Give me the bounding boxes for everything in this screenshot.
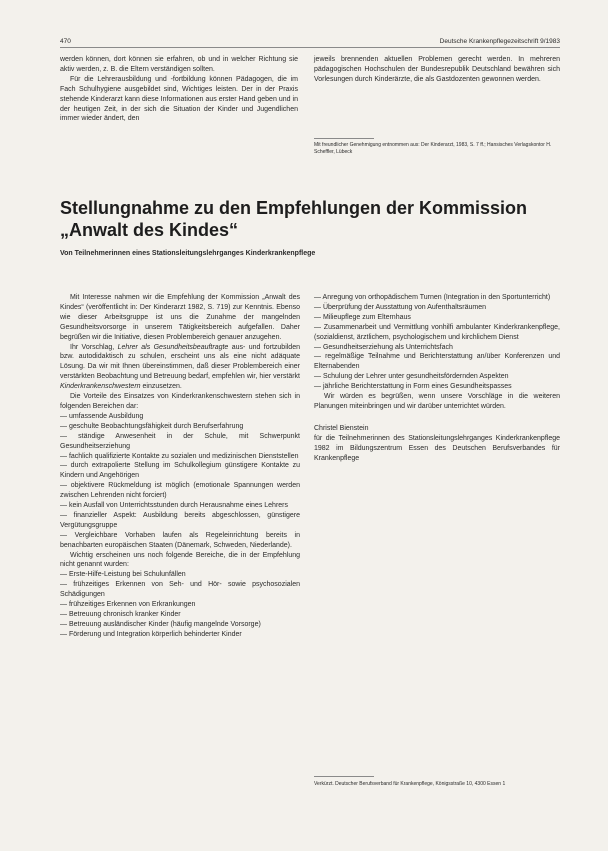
paragraph: Wichtig erscheinen uns noch folgende Bereiche, die in der Empfehlung nicht genannt wurden: — [60, 551, 300, 569]
list-item: — frühzeitiges Erkennen von Erkrankungen — [60, 601, 196, 609]
list-item: — Erste-Hilfe-Leistung bei Schulunfällen — [60, 571, 186, 579]
paragraph-text: aus- und fortzubilden bzw. autodidaktisch zu schulen, erscheint uns als eine nicht adäquate Lösung. Da wir mit Ihnen übereinstimmen, daß dieser Problembereich einer verstärkten Beobachtung und Betreuung bedarf, empfehlen wir, hier verstärkt — [60, 343, 300, 381]
list-item: — umfassende Ausbildung — [60, 412, 144, 420]
list-item: — kein Ausfall von Unterrichtsstunden durch Herausnahme eines Lehrers — [60, 502, 289, 510]
list-item: — Vergleichbare Vorhaben laufen als Regeleinrichtung bereits in benachbarten europäischen Staaten (Dänemark, Schweden, Niederlande). — [60, 531, 300, 549]
paragraph: jeweils brennenden aktuellen Problemen gerecht werden. In mehreren pädagogischen Hochschulen der Bundesrepublik Deutschland bewähren sich Vorlesungen durch Kinderärzte, die als Gastdozenten gewonnen werden. — [314, 56, 560, 83]
signer-affiliation: für die Teilnehmerinnen des Stationsleitungslehrganges Kinderkrankenpflege 1982 im Bildungszentrum Essen des Deutschen Berufsverbandes für Krankenpflege — [314, 434, 560, 462]
paragraph: Mit Interesse nahmen wir die Empfehlung der Kommission „Anwalt des Kindes“ (veröffentlicht in: Der Kinderarzt 1982, S. 719) zur Kenntnis. Ebenso wie dieser Arbeitsgruppe ist uns die Zunahme der mangelnden Gesundheitsvorsorge in unserem Tätigkeitsbereich aufgefallen. Daher begrüßen wir die Initiative, diesen Problembereich genauer anzugehen. — [60, 294, 300, 341]
emphasis-text: Kinderkrankenschwestern — [60, 383, 141, 391]
article-title-line: „Anwalt des Kindes“ — [60, 220, 239, 240]
list-item: — Milieupflege zum Elternhaus — [314, 313, 411, 321]
signer-name: Christel Bienstein — [314, 424, 369, 432]
body-right-column — [314, 293, 560, 464]
list-item: — Schulung der Lehrer unter gesundheitsfördernden Aspekten — [314, 373, 509, 381]
body-left-column — [60, 293, 300, 640]
list-item: — fachlich qualifizierte Kontakte zu sozialen und medizinischen Dienststellen — [60, 452, 299, 460]
emphasis-text: Lehrer als Gesundheitsbeauftragte — [117, 343, 229, 351]
paragraph-text: Ihr Vorschlag, — [70, 343, 118, 351]
footnote-rule — [314, 776, 374, 777]
list-item: — Betreuung ausländischer Kinder (häufig mangelnde Vorsorge) — [60, 620, 261, 628]
article-title-line: Stellungnahme zu den Empfehlungen der Kommission — [60, 198, 528, 218]
paragraph: Wir würden es begrüßen, wenn unsere Vorschläge in die weiteren Planungen miteinbringen und wir darüber unterrichtet würden. — [314, 393, 560, 410]
list-item: — ständige Anwesenheit in der Schule, mit Schwerpunkt Gesundheitserziehung — [60, 432, 300, 450]
list-item: — regelmäßige Teilnahme und Berichterstattung an/über Konferenzen und Elternabenden — [314, 353, 560, 371]
spacer — [314, 412, 560, 424]
journal-header: Deutsche Krankenpflegezeitschrift 9/1983 — [439, 38, 560, 45]
paragraph: Die Vorteile des Einsatzes von Kinderkrankenschwestern stehen sich in folgenden Bereichen dar: — [60, 393, 300, 410]
list-item: — Überprüfung der Ausstattung von Aufenthaltsräumen — [314, 303, 486, 311]
paragraph — [60, 343, 300, 393]
list-item: — geschulte Beobachtungsfähigkeit durch Berufserfahrung — [60, 422, 244, 430]
list-item: — jährliche Berichterstattung in Form eines Gesundheitspasses — [314, 383, 512, 391]
article-title — [60, 197, 580, 241]
list-item: — Förderung und Integration körperlich behinderter Kinder — [60, 630, 242, 638]
top-right-column — [314, 55, 560, 85]
list-item: — Betreuung chronisch kranker Kinder — [60, 611, 181, 618]
footnote-rule — [314, 138, 374, 139]
paragraph: Für die Lehrerausbildung und -fortbildung können Pädagogen, die im Fach Schulhygiene ausgebildet sind, Wichtiges leisten. Der in der Praxis stehende Kinderarzt kann diese Informationen aus erster Hand geben und in der heutigen Zeit, in der sich die Situation der Kinder und Jugendlichen immer wieder ändert, den — [60, 75, 298, 123]
top-left-column — [60, 55, 298, 124]
footnote-bottom: Verkürzt. Deutscher Berufsverband für Krankenpflege, Königsstraße 10, 4300 Essen 1 — [314, 781, 506, 787]
list-item: — durch extrapolierte Stellung im Schulkollegium günstigere Kontakte zu Kindern und Angehörigen — [60, 462, 300, 480]
page-number: 470 — [60, 38, 71, 45]
list-item: — objektivere Rückmeldung ist möglich (emotionale Spannungen werden zwischen Lehrenden nicht forciert) — [60, 482, 300, 500]
list-item: — Zusammenarbeit und Vermittlung vonhilfi ambulanter Kinderkrankenpflege, (sozialdienst, ärztlichem, psychologischem und kirchlichem Dienst — [314, 323, 560, 341]
list-item: — Anregung von orthopädischem Turnen (Integration in den Sportunterricht) — [314, 294, 551, 301]
paragraph: werden können, dort können sie erfahren, ob und in welcher Richtung sie aktiv werden, z. B. die Eltern verständigen sollten. — [60, 56, 298, 73]
list-item: — frühzeitiges Erkennen von Seh- und Hör- sowie psychosozialen Schädigungen — [60, 581, 300, 599]
list-item: — finanzieller Aspekt: Ausbildung bereits abgeschlossen, günstigere Vergütungsgruppe — [60, 511, 300, 529]
header-rule — [60, 47, 560, 48]
list-item: — Gesundheitserziehung als Unterrichtsfach — [314, 343, 453, 351]
footnote-top: Mit freundlicher Genehmigung entnommen aus: Der Kinderarzt, 1983, S. 7 ff.; Hansisches Verlagskontor H. Scheffler, Lübeck — [314, 142, 552, 155]
article-subtitle: Von Teilnehmerinnen eines Stationsleitungslehrganges Kinderkrankenpflege — [60, 250, 316, 257]
paragraph-text: einzusetzen. — [140, 383, 182, 391]
